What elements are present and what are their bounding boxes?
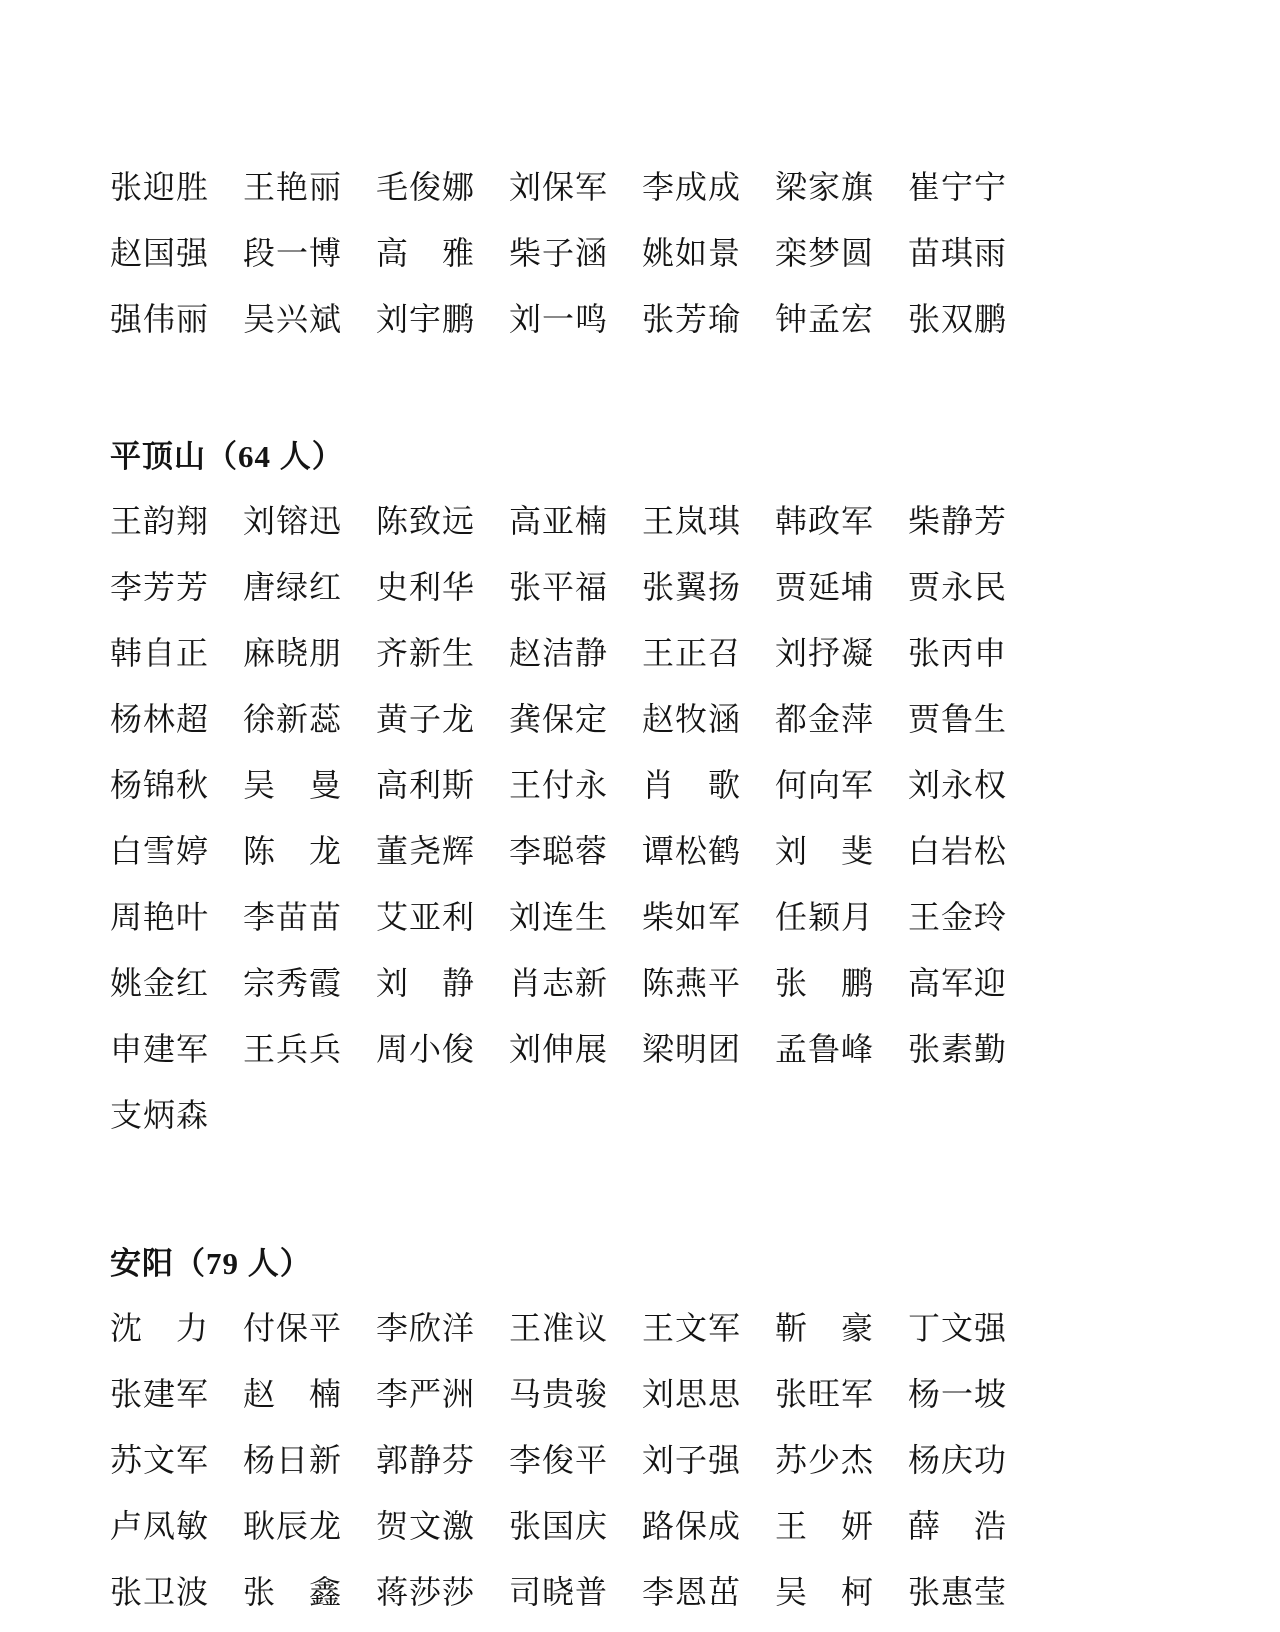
person-name: 赵国强 (110, 235, 210, 271)
person-name: 赵洁静 (509, 635, 609, 671)
person-name: 薛 浩 (908, 1508, 1008, 1544)
person-name: 刘镕迅 (243, 503, 343, 539)
person-name: 都金萍 (775, 701, 875, 737)
person-name: 白岩松 (908, 833, 1008, 869)
person-name: 史利华 (376, 569, 476, 605)
person-name: 栾梦圆 (775, 235, 875, 271)
person-name: 宗秀霞 (243, 965, 343, 1001)
person-name: 毛俊娜 (376, 169, 476, 205)
name-row (110, 618, 1280, 684)
name-row (110, 1293, 1280, 1359)
person-name: 刘一鸣 (509, 301, 609, 337)
person-name: 苏少杰 (775, 1442, 875, 1478)
person-name: 贾永民 (908, 569, 1008, 605)
person-name: 李成成 (642, 169, 742, 205)
person-name: 李恩茁 (642, 1574, 742, 1610)
person-name: 靳 豪 (775, 1310, 875, 1346)
person-name: 陈致远 (376, 503, 476, 539)
section-anyang (110, 1227, 1280, 1623)
person-name: 张素勤 (908, 1031, 1008, 1067)
person-name: 沈 力 (110, 1310, 210, 1346)
person-name: 白雪婷 (110, 833, 210, 869)
person-name: 刘 斐 (775, 833, 875, 869)
name-row (110, 1080, 1280, 1146)
name-row (110, 1014, 1280, 1080)
person-name: 杨林超 (110, 701, 210, 737)
person-name: 张卫波 (110, 1574, 210, 1610)
name-row (110, 152, 1280, 218)
person-name: 卢凤敏 (110, 1508, 210, 1544)
section-pingdingshan (110, 420, 1280, 1146)
person-name: 吴兴斌 (243, 301, 343, 337)
person-name: 李严洲 (376, 1376, 476, 1412)
person-name: 高军迎 (908, 965, 1008, 1001)
person-name: 郭静芬 (376, 1442, 476, 1478)
person-name: 张国庆 (509, 1508, 609, 1544)
name-row (110, 218, 1280, 284)
person-name: 赵 楠 (243, 1376, 343, 1412)
person-name: 苏文军 (110, 1442, 210, 1478)
person-name: 刘永权 (908, 767, 1008, 803)
person-name: 肖 歌 (642, 767, 742, 803)
person-name: 韩政军 (775, 503, 875, 539)
person-name: 张翼扬 (642, 569, 742, 605)
person-name: 刘伸展 (509, 1031, 609, 1067)
person-name: 柴子涵 (509, 235, 609, 271)
name-row (110, 684, 1280, 750)
person-name: 蒋莎莎 (376, 1574, 476, 1610)
person-name: 周艳叶 (110, 899, 210, 935)
person-name: 杨锦秋 (110, 767, 210, 803)
section-header: 安阳（79 人） (110, 1245, 312, 1281)
person-name: 王 妍 (775, 1508, 875, 1544)
person-name: 贺文激 (376, 1508, 476, 1544)
person-name: 王金玲 (908, 899, 1008, 935)
person-name: 李欣洋 (376, 1310, 476, 1346)
name-row (110, 948, 1280, 1014)
person-name: 董尧辉 (376, 833, 476, 869)
person-name: 王韵翔 (110, 503, 210, 539)
person-name: 李聪蓉 (509, 833, 609, 869)
person-name: 王文军 (642, 1310, 742, 1346)
person-name: 杨日新 (243, 1442, 343, 1478)
person-name: 刘保军 (509, 169, 609, 205)
person-name: 刘抒凝 (775, 635, 875, 671)
person-name: 丁文强 (908, 1310, 1008, 1346)
person-name: 李俊平 (509, 1442, 609, 1478)
person-name: 贾延埔 (775, 569, 875, 605)
person-name: 李苗苗 (243, 899, 343, 935)
person-name: 王兵兵 (243, 1031, 343, 1067)
person-name: 申建军 (110, 1031, 210, 1067)
person-name: 刘 静 (376, 965, 476, 1001)
person-name: 唐绿红 (243, 569, 343, 605)
person-name: 高亚楠 (509, 503, 609, 539)
person-name: 张建军 (110, 1376, 210, 1412)
person-name: 苗琪雨 (908, 235, 1008, 271)
person-name: 王付永 (509, 767, 609, 803)
name-row (110, 552, 1280, 618)
person-name: 肖志新 (509, 965, 609, 1001)
person-name: 刘连生 (509, 899, 609, 935)
person-name: 陈 龙 (243, 833, 343, 869)
person-name: 张双鹏 (908, 301, 1008, 337)
section-continuation (110, 152, 1280, 350)
person-name: 刘子强 (642, 1442, 742, 1478)
name-row (110, 1359, 1280, 1425)
person-name: 张 鹏 (775, 965, 875, 1001)
person-name: 赵牧涵 (642, 701, 742, 737)
person-name: 王准议 (509, 1310, 609, 1346)
person-name: 孟鲁峰 (775, 1031, 875, 1067)
person-name: 梁家旗 (775, 169, 875, 205)
person-name: 周小俊 (376, 1031, 476, 1067)
person-name: 司晓普 (509, 1574, 609, 1610)
person-name: 张惠莹 (908, 1574, 1008, 1610)
person-name: 李芳芳 (110, 569, 210, 605)
person-name: 张平福 (509, 569, 609, 605)
person-name: 徐新蕊 (243, 701, 343, 737)
name-row (110, 882, 1280, 948)
name-row (110, 1557, 1280, 1623)
person-name: 何向军 (775, 767, 875, 803)
person-name: 付保平 (243, 1310, 343, 1346)
person-name: 段一博 (243, 235, 343, 271)
name-row (110, 486, 1280, 552)
person-name: 谭松鹤 (642, 833, 742, 869)
person-name: 张迎胜 (110, 169, 210, 205)
person-name: 吴 曼 (243, 767, 343, 803)
name-row (110, 816, 1280, 882)
person-name: 高 雅 (376, 235, 476, 271)
person-name: 麻晓朋 (243, 635, 343, 671)
section-header: 平顶山（64 人） (110, 438, 344, 474)
person-name: 马贵骏 (509, 1376, 609, 1412)
person-name: 陈燕平 (642, 965, 742, 1001)
person-name: 杨一坡 (908, 1376, 1008, 1412)
person-name: 贾鲁生 (908, 701, 1008, 737)
person-name: 艾亚利 (376, 899, 476, 935)
person-name: 王岚琪 (642, 503, 742, 539)
person-name: 张芳瑜 (642, 301, 742, 337)
person-name: 刘宇鹏 (376, 301, 476, 337)
person-name: 龚保定 (509, 701, 609, 737)
person-name: 任颖月 (775, 899, 875, 935)
person-name: 王正召 (642, 635, 742, 671)
person-name: 杨庆功 (908, 1442, 1008, 1478)
person-name: 柴如军 (642, 899, 742, 935)
person-name: 张旺军 (775, 1376, 875, 1412)
person-name: 钟孟宏 (775, 301, 875, 337)
person-name: 路保成 (642, 1508, 742, 1544)
person-name: 吴 柯 (775, 1574, 875, 1610)
name-row (110, 750, 1280, 816)
person-name: 梁明团 (642, 1031, 742, 1067)
person-name: 王艳丽 (243, 169, 343, 205)
person-name: 崔宁宁 (908, 169, 1008, 205)
person-name: 支炳森 (110, 1097, 210, 1133)
person-name: 韩自正 (110, 635, 210, 671)
person-name: 张 鑫 (243, 1574, 343, 1610)
name-row (110, 284, 1280, 350)
person-name: 刘思思 (642, 1376, 742, 1412)
name-row (110, 1425, 1280, 1491)
person-name: 强伟丽 (110, 301, 210, 337)
person-name: 张丙申 (908, 635, 1008, 671)
person-name: 姚金红 (110, 965, 210, 1001)
person-name: 黄子龙 (376, 701, 476, 737)
person-name: 姚如景 (642, 235, 742, 271)
name-row (110, 1491, 1280, 1557)
person-name: 齐新生 (376, 635, 476, 671)
person-name: 耿辰龙 (243, 1508, 343, 1544)
person-name: 高利斯 (376, 767, 476, 803)
person-name: 柴静芳 (908, 503, 1008, 539)
